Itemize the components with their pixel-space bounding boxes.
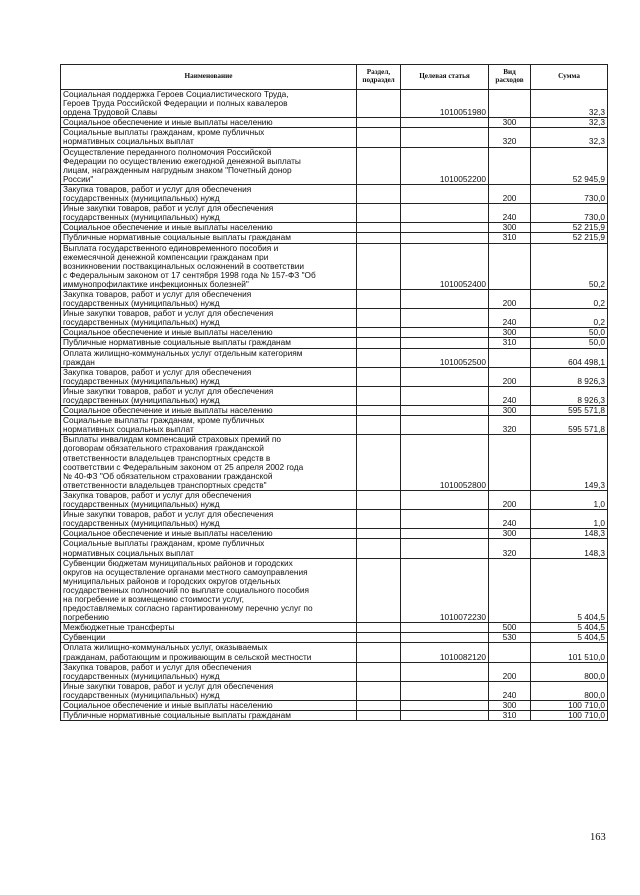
table-row: [61, 435, 608, 491]
cell-sum: 730,0: [531, 184, 608, 203]
cell-expense-kind: 200: [489, 662, 531, 681]
cell-section: [357, 386, 401, 405]
table-row: [61, 338, 608, 348]
cell-target-article: [401, 623, 489, 633]
cell-expense-kind: 320: [489, 539, 531, 558]
cell-sum: 1,0: [531, 490, 608, 509]
cell-expense-kind: 240: [489, 510, 531, 529]
cell-target-article: 1010052500: [401, 348, 489, 367]
cell-expense-kind: 200: [489, 289, 531, 308]
table-row: [61, 701, 608, 711]
cell-expense-kind: 310: [489, 233, 531, 243]
table-row: [61, 386, 608, 405]
cell-expense-kind: 300: [489, 118, 531, 128]
cell-section: [357, 90, 401, 118]
table-row: [61, 510, 608, 529]
table-row: [61, 633, 608, 643]
cell-name: Субвенции: [61, 633, 357, 643]
cell-expense-kind: 240: [489, 681, 531, 700]
cell-sum: 148,3: [531, 539, 608, 558]
table-row: [61, 367, 608, 386]
cell-expense-kind: [489, 90, 531, 118]
table-row: [61, 204, 608, 223]
cell-sum: 5 404,5: [531, 623, 608, 633]
cell-name: Межбюджетные трансферты: [61, 623, 357, 633]
cell-section: [357, 406, 401, 416]
cell-sum: 52 945,9: [531, 147, 608, 184]
header-target-article: Целевая статья: [401, 65, 489, 90]
cell-section: [357, 184, 401, 203]
cell-target-article: [401, 529, 489, 539]
cell-name: Осуществление переданного полномочия Российской Федерации по осуществлению ежегодной денежной выплаты лицам, награжденным нагрудным знаком "Почетный донор России": [61, 147, 357, 184]
cell-section: [357, 701, 401, 711]
header-name: Наименование: [61, 65, 357, 90]
cell-section: [357, 681, 401, 700]
header-section: Раздел, подраздел: [357, 65, 401, 90]
cell-target-article: [401, 510, 489, 529]
cell-section: [357, 435, 401, 491]
cell-name: Выплаты инвалидам компенсаций страховых премий по договорам обязательного страхования гражданской ответственности владельцев транспортных средств в соответствии с Федеральным законом от 25 апреля 2002 года № 40-ФЗ "Об обязательном страховании гражданской ответственности владельцев транспортных средств": [61, 435, 357, 491]
cell-target-article: [401, 416, 489, 435]
cell-target-article: [401, 406, 489, 416]
table-body: [61, 90, 608, 721]
table-row: [61, 243, 608, 289]
cell-sum: 100 710,0: [531, 701, 608, 711]
cell-expense-kind: 300: [489, 328, 531, 338]
cell-target-article: 1010052200: [401, 147, 489, 184]
cell-sum: 604 498,1: [531, 348, 608, 367]
cell-sum: 148,3: [531, 529, 608, 539]
cell-section: [357, 348, 401, 367]
table-row: [61, 681, 608, 700]
cell-name: Социальные выплаты гражданам, кроме публичных нормативных социальных выплат: [61, 539, 357, 558]
table-row: [61, 643, 608, 662]
cell-expense-kind: [489, 558, 531, 623]
cell-target-article: [401, 539, 489, 558]
cell-sum: 0,2: [531, 289, 608, 308]
cell-name: Закупка товаров, работ и услуг для обеспечения государственных (муниципальных) нужд: [61, 289, 357, 308]
cell-section: [357, 233, 401, 243]
cell-name: Иные закупки товаров, работ и услуг для обеспечения государственных (муниципальных) нужд: [61, 309, 357, 328]
cell-expense-kind: 240: [489, 386, 531, 405]
cell-sum: 0,2: [531, 309, 608, 328]
table-row: [61, 416, 608, 435]
cell-expense-kind: 200: [489, 490, 531, 509]
cell-expense-kind: 300: [489, 529, 531, 539]
cell-section: [357, 643, 401, 662]
cell-section: [357, 711, 401, 721]
cell-section: [357, 490, 401, 509]
cell-sum: 1,0: [531, 510, 608, 529]
cell-expense-kind: 300: [489, 406, 531, 416]
cell-target-article: [401, 662, 489, 681]
cell-expense-kind: [489, 643, 531, 662]
table-row: [61, 328, 608, 338]
cell-expense-kind: 500: [489, 623, 531, 633]
page-number: 163: [590, 832, 606, 843]
cell-name: Публичные нормативные социальные выплаты гражданам: [61, 338, 357, 348]
cell-section: [357, 289, 401, 308]
cell-name: Социальные выплаты гражданам, кроме публичных нормативных социальных выплат: [61, 416, 357, 435]
cell-section: [357, 510, 401, 529]
cell-sum: 32,3: [531, 128, 608, 147]
cell-name: Социальное обеспечение и иные выплаты населению: [61, 701, 357, 711]
cell-expense-kind: 300: [489, 223, 531, 233]
cell-section: [357, 529, 401, 539]
table-row: [61, 309, 608, 328]
cell-expense-kind: 310: [489, 711, 531, 721]
cell-sum: 32,3: [531, 118, 608, 128]
cell-name: Оплата жилищно-коммунальных услуг отдельным категориям граждан: [61, 348, 357, 367]
cell-target-article: [401, 711, 489, 721]
cell-name: Закупка товаров, работ и услуг для обеспечения государственных (муниципальных) нужд: [61, 490, 357, 509]
cell-expense-kind: 320: [489, 128, 531, 147]
cell-section: [357, 128, 401, 147]
table-header-row: [61, 65, 608, 90]
cell-target-article: [401, 289, 489, 308]
cell-name: Закупка товаров, работ и услуг для обеспечения государственных (муниципальных) нужд: [61, 367, 357, 386]
table-row: [61, 711, 608, 721]
cell-section: [357, 118, 401, 128]
cell-section: [357, 243, 401, 289]
cell-sum: 100 710,0: [531, 711, 608, 721]
cell-target-article: [401, 233, 489, 243]
cell-target-article: 1010051980: [401, 90, 489, 118]
cell-name: Выплата государственного единовременного пособия и ежемесячной денежной компенсации гражданам при возникновении поствакцинальных осложнений в соответствии с Федеральным законом от 17 сентября 1998 года № 157-ФЗ "Об иммунопрофилактике инфекционных болезней": [61, 243, 357, 289]
header-expense-kind: Вид расходов: [489, 65, 531, 90]
cell-sum: 101 510,0: [531, 643, 608, 662]
cell-sum: 595 571,8: [531, 416, 608, 435]
table-row: [61, 529, 608, 539]
table-row: [61, 184, 608, 203]
cell-name: Оплата жилищно-коммунальных услуг, оказываемых гражданам, работающим и проживающим в сельской местности: [61, 643, 357, 662]
cell-name: Социальное обеспечение и иные выплаты населению: [61, 406, 357, 416]
cell-sum: 52 215,9: [531, 223, 608, 233]
table-row: [61, 406, 608, 416]
table-row: [61, 147, 608, 184]
cell-target-article: 1010072230: [401, 558, 489, 623]
table-row: [61, 289, 608, 308]
cell-sum: 52 215,9: [531, 233, 608, 243]
header-sum: Сумма: [531, 65, 608, 90]
cell-name: Социальное обеспечение и иные выплаты населению: [61, 328, 357, 338]
cell-sum: 595 571,8: [531, 406, 608, 416]
table-row: [61, 233, 608, 243]
budget-table: [60, 64, 608, 721]
cell-target-article: 1010052800: [401, 435, 489, 491]
cell-section: [357, 309, 401, 328]
cell-target-article: [401, 367, 489, 386]
cell-section: [357, 367, 401, 386]
table-row: [61, 539, 608, 558]
cell-sum: 32,3: [531, 90, 608, 118]
table-row: [61, 558, 608, 623]
cell-name: Публичные нормативные социальные выплаты гражданам: [61, 711, 357, 721]
cell-section: [357, 204, 401, 223]
cell-name: Закупка товаров, работ и услуг для обеспечения государственных (муниципальных) нужд: [61, 662, 357, 681]
cell-target-article: [401, 223, 489, 233]
cell-section: [357, 338, 401, 348]
cell-target-article: [401, 386, 489, 405]
table-row: [61, 128, 608, 147]
cell-sum: 5 404,5: [531, 633, 608, 643]
cell-target-article: [401, 328, 489, 338]
cell-target-article: [401, 701, 489, 711]
cell-target-article: [401, 490, 489, 509]
cell-sum: 50,0: [531, 338, 608, 348]
cell-target-article: [401, 681, 489, 700]
cell-expense-kind: 240: [489, 309, 531, 328]
table-row: [61, 223, 608, 233]
cell-name: Социальное обеспечение и иные выплаты населению: [61, 223, 357, 233]
cell-sum: 149,3: [531, 435, 608, 491]
cell-section: [357, 633, 401, 643]
cell-name: Иные закупки товаров, работ и услуг для обеспечения государственных (муниципальных) нужд: [61, 681, 357, 700]
cell-expense-kind: 300: [489, 701, 531, 711]
cell-sum: 8 926,3: [531, 367, 608, 386]
cell-target-article: 1010082120: [401, 643, 489, 662]
cell-target-article: [401, 204, 489, 223]
cell-expense-kind: 530: [489, 633, 531, 643]
table-row: [61, 662, 608, 681]
cell-sum: 50,0: [531, 328, 608, 338]
cell-sum: 730,0: [531, 204, 608, 223]
cell-section: [357, 147, 401, 184]
table-row: [61, 490, 608, 509]
cell-section: [357, 539, 401, 558]
cell-target-article: [401, 128, 489, 147]
cell-sum: 8 926,3: [531, 386, 608, 405]
cell-name: Социальное обеспечение и иные выплаты населению: [61, 529, 357, 539]
cell-expense-kind: 200: [489, 367, 531, 386]
cell-section: [357, 558, 401, 623]
table-row: [61, 90, 608, 118]
cell-target-article: [401, 633, 489, 643]
cell-expense-kind: 310: [489, 338, 531, 348]
cell-expense-kind: 320: [489, 416, 531, 435]
cell-section: [357, 623, 401, 633]
cell-name: Иные закупки товаров, работ и услуг для обеспечения государственных (муниципальных) нужд: [61, 386, 357, 405]
cell-expense-kind: [489, 348, 531, 367]
cell-name: Иные закупки товаров, работ и услуг для обеспечения государственных (муниципальных) нужд: [61, 204, 357, 223]
cell-expense-kind: [489, 243, 531, 289]
cell-expense-kind: [489, 147, 531, 184]
cell-target-article: [401, 338, 489, 348]
cell-target-article: [401, 118, 489, 128]
cell-name: Субвенции бюджетам муниципальных районов и городских округов на осуществление органами местного самоуправления муниципальных районов и городских округов отдельных государственных полномочий по выплате социального пособия на погребение и возмещению стоимости услуг, предоставляемых согласно гарантированному перечню услуг по погребению: [61, 558, 357, 623]
cell-sum: 50,2: [531, 243, 608, 289]
cell-sum: 800,0: [531, 662, 608, 681]
cell-sum: 800,0: [531, 681, 608, 700]
table-row: [61, 118, 608, 128]
cell-sum: 5 404,5: [531, 558, 608, 623]
cell-expense-kind: [489, 435, 531, 491]
cell-name: Закупка товаров, работ и услуг для обеспечения государственных (муниципальных) нужд: [61, 184, 357, 203]
cell-name: Иные закупки товаров, работ и услуг для обеспечения государственных (муниципальных) нужд: [61, 510, 357, 529]
cell-name: Социальные выплаты гражданам, кроме публичных нормативных социальных выплат: [61, 128, 357, 147]
cell-target-article: [401, 309, 489, 328]
cell-target-article: 1010052400: [401, 243, 489, 289]
cell-section: [357, 328, 401, 338]
cell-section: [357, 662, 401, 681]
cell-section: [357, 416, 401, 435]
cell-expense-kind: 200: [489, 184, 531, 203]
cell-name: Социальная поддержка Героев Социалистического Труда, Героев Труда Российской Федерации и полных кавалеров ордена Трудовой Славы: [61, 90, 357, 118]
table-row: [61, 348, 608, 367]
cell-section: [357, 223, 401, 233]
cell-name: Социальное обеспечение и иные выплаты населению: [61, 118, 357, 128]
cell-target-article: [401, 184, 489, 203]
table-row: [61, 623, 608, 633]
cell-expense-kind: 240: [489, 204, 531, 223]
cell-name: Публичные нормативные социальные выплаты гражданам: [61, 233, 357, 243]
